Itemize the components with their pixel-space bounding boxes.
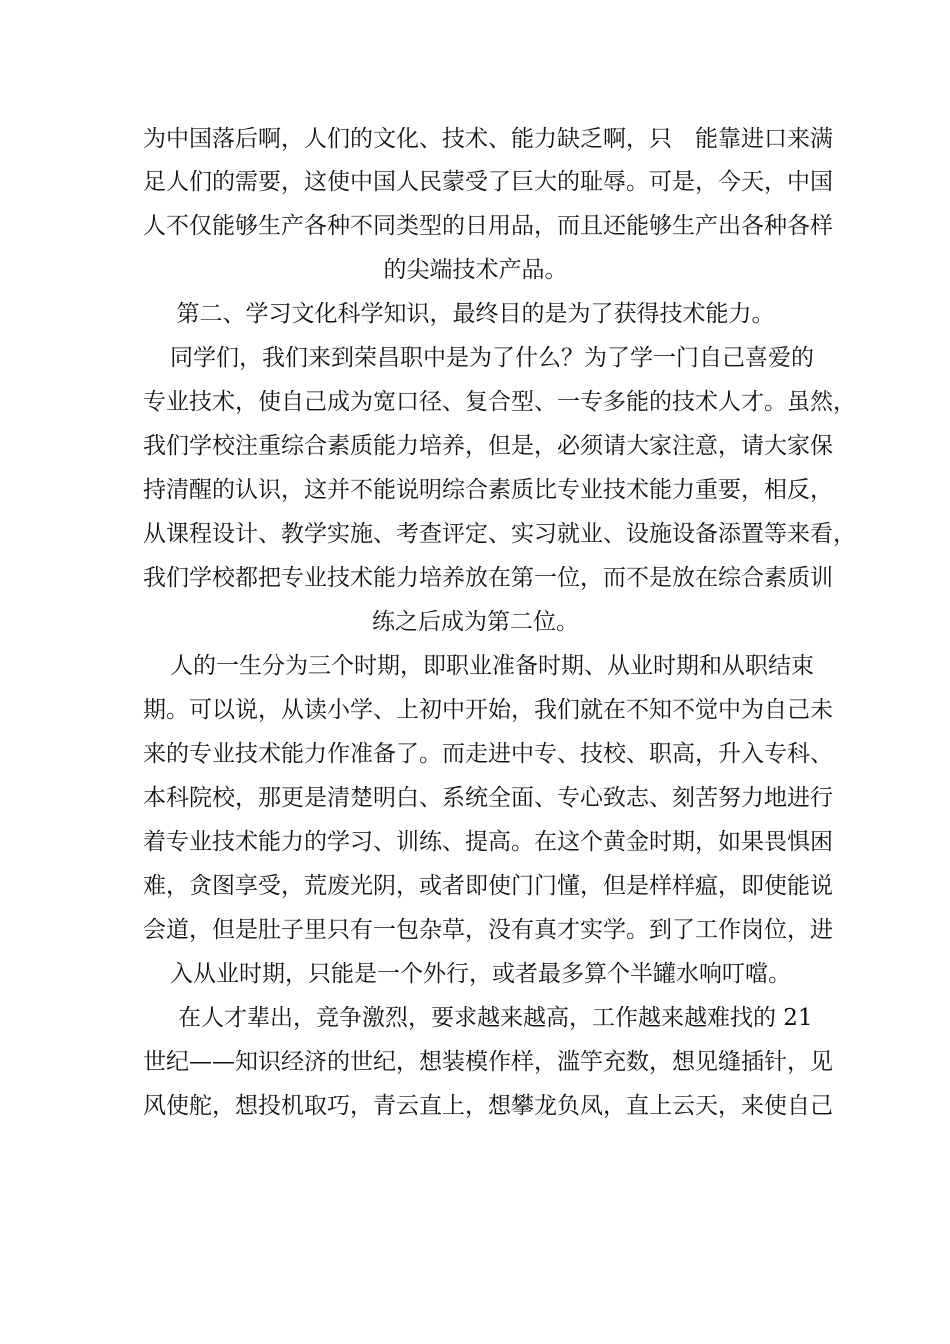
text-line-19: 会道，但是肚子里只有一包杂草，没有真才实学。到了工作岗位，进	[143, 917, 833, 943]
text-line-18: 难，贪图享受，荒废光阴，或者即使门门懂，但是样样瘟，即使能说	[143, 873, 833, 899]
text-line-14: 期。可以说，从读小学、上初中开始，我们就在不知不觉中为自己未	[143, 697, 833, 723]
text-line-3: 人不仅能够生产各种不同类型的日用品，而且还能够生产出各种各样	[143, 213, 833, 239]
text-line-15: 来的专业技术能力作准备了。而走进中专、技校、职高，升入专科、	[143, 741, 833, 767]
text-line-20: 入从业时期，只能是一个外行，或者最多算个半罐水响叮噹。	[170, 961, 791, 987]
text-line-2: 足人们的需要，这使中国人民蒙受了巨大的耻辱。可是，今天，中国	[143, 169, 833, 195]
text-line-21: 在人才辈出，竞争激烈，要求越来越高，工作越来越难找的 21	[178, 1005, 813, 1031]
text-line-8: 我们学校注重综合素质能力培养，但是，必须请大家注意，请大家保	[143, 433, 833, 459]
text-line-17: 着专业技术能力的学习、训练、提高。在这个黄金时期，如果畏惧困	[143, 829, 833, 855]
section-heading: 第二、学习文化科学知识，最终目的是为了获得技术能力。	[176, 301, 775, 327]
text-line-7: 专业技术，使自己成为宽口径、复合型、一专多能的技术人才。虽然，	[143, 389, 856, 415]
text-line-4: 的尖端技术产品。	[383, 257, 568, 283]
text-line-23: 风使舵，想投机取巧，青云直上，想攀龙负凤，直上云天，来使自己	[143, 1093, 833, 1119]
text-line-22: 世纪——知识经济的世纪，想装模作样，滥竽充数，想见缝插针，见	[143, 1049, 833, 1075]
text-line-16: 本科院校，那更是清楚明白、系统全面、专心致志、刻苦努力地进行	[143, 785, 833, 811]
text-line-1: 为中国落后啊，人们的文化、技术、能力缺乏啊，只 能靠进口来满	[143, 126, 833, 152]
text-line-11: 我们学校都把专业技术能力培养放在第一位，而不是放在综合素质训	[143, 565, 833, 591]
text-line-10: 从课程设计、教学实施、考查评定、实习就业、设施设备添置等来看，	[143, 521, 856, 547]
text-line-9: 持清醒的认识，这并不能说明综合素质比专业技术能力重要，相反，	[143, 477, 833, 503]
text-line-6: 同学们，我们来到荣昌职中是为了什么？为了学一门自己喜爱的	[170, 345, 814, 371]
text-line-13: 人的一生分为三个时期，即职业准备时期、从业时期和从职结束	[170, 653, 814, 679]
text-line-12: 练之后成为第二位。	[372, 609, 579, 635]
